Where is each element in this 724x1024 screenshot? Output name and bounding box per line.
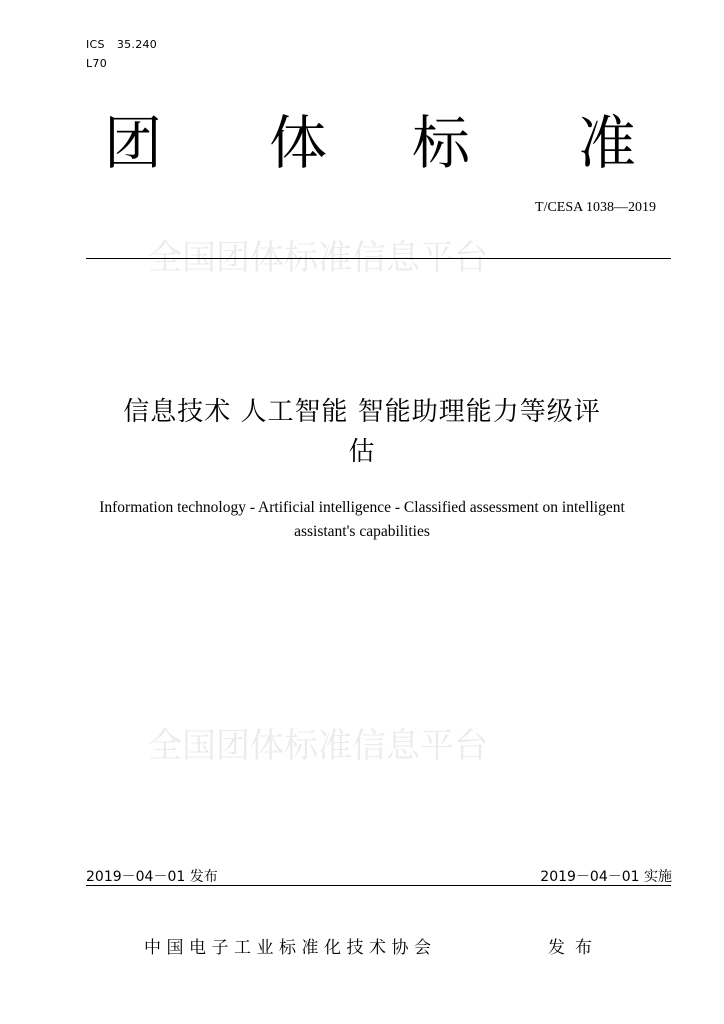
publisher-name: 中国电子工业标准化技术协会 xyxy=(144,938,437,958)
clc-code: L70 xyxy=(86,57,108,70)
title-english xyxy=(40,496,684,544)
title-chinese-line2: 估 xyxy=(348,437,376,467)
ics-code xyxy=(86,38,157,51)
publish-date: 2019－04－01 发布 xyxy=(86,869,218,885)
title-chinese xyxy=(60,392,664,472)
standard-code: T/CESA 1038—2019 xyxy=(535,200,656,215)
title-english-line1: Information technology - Artificial intelligence - Classified assessment on intelligent xyxy=(99,499,625,516)
standard-type-char-1: 团 xyxy=(104,109,163,177)
implement-date: 2019－04－01 实施 xyxy=(540,869,672,885)
footer-divider xyxy=(86,885,671,886)
standard-type-char-2: 体 xyxy=(269,109,328,177)
watermark-bottom: 全国团体标准信息平台 xyxy=(148,726,488,766)
standard-type-char-4: 准 xyxy=(578,109,637,177)
watermark-top: 全国团体标准信息平台 xyxy=(148,238,488,278)
standard-type-char-3: 标 xyxy=(412,109,471,177)
publish-label: 发布 xyxy=(548,938,602,958)
header-divider xyxy=(86,258,671,259)
title-chinese-line1: 信息技术 人工智能 智能助理能力等级评 xyxy=(123,397,601,427)
ics-label: ICS xyxy=(86,38,105,51)
title-english-line2: assistant's capabilities xyxy=(294,523,430,540)
ics-number: 35.240 xyxy=(116,38,158,51)
